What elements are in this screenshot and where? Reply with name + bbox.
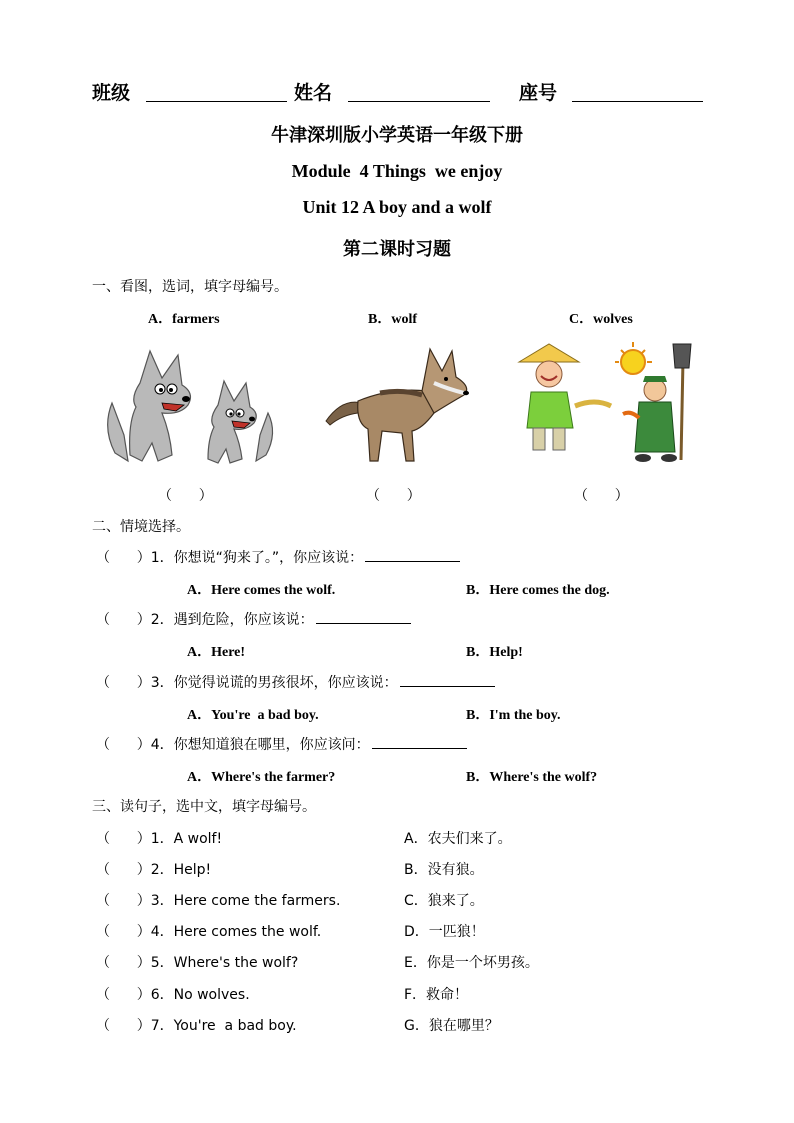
match-left-2: （ ）2．Help! [96, 862, 212, 878]
class-field[interactable] [146, 101, 287, 102]
section1-heading: 一、看图，选词，填字母编号。 [92, 279, 288, 295]
question-4-option-b: B．Where's the wolf? [466, 770, 598, 785]
class-label: 班级 [92, 82, 131, 104]
match-left-6: （ ）6．No wolves. [96, 987, 250, 1003]
match-left-5: （ ）5．Where's the wolf? [96, 955, 299, 971]
question-2-blank[interactable] [316, 611, 411, 624]
question-3-option-a: A．You're a bad boy. [187, 708, 319, 723]
seat-label: 座号 [519, 82, 558, 104]
question-3-option-b: B．I'm the boy. [466, 708, 561, 723]
question-2: （ ）2．遇到危险，你应该说： [96, 609, 411, 629]
option-c: C．wolves [569, 312, 633, 327]
question-4-option-a: A．Where's the farmer? [187, 770, 336, 785]
unit-title: Unit 12 A boy and a wolf [302, 197, 492, 217]
two-wolves-illustration [100, 343, 280, 468]
option-a: A．farmers [148, 312, 220, 327]
question-2-option-a: A．Here! [187, 645, 246, 660]
module-title: Module 4 Things we enjoy [291, 161, 503, 181]
match-right-2: B．没有狼。 [404, 862, 484, 878]
question-2-option-b: B．Help! [466, 645, 523, 660]
match-left-3: （ ）3．Here come the farmers. [96, 893, 341, 909]
match-left-1: （ ）1．A wolf! [96, 831, 223, 847]
book-title: 牛津深圳版小学英语一年级下册 [271, 125, 523, 146]
seat-field[interactable] [572, 101, 703, 102]
section3-heading: 三、读句子，选中文，填字母编号。 [92, 799, 316, 815]
question-1: （ ）1．你想说“狗来了。”，你应该说： [96, 547, 460, 567]
question-1-option-a: A．Here comes the wolf. [187, 583, 336, 598]
name-field[interactable] [348, 101, 490, 102]
question-1-blank[interactable] [365, 549, 460, 562]
match-right-5: E．你是一个坏男孩。 [404, 955, 539, 971]
question-4: （ ）4．你想知道狼在哪里，你应该问： [96, 734, 467, 754]
answer-slot-2[interactable]: （ ） [366, 488, 421, 504]
match-right-3: C．狼来了。 [404, 893, 484, 909]
question-3-blank[interactable] [400, 674, 495, 687]
question-3: （ ）3．你觉得说谎的男孩很坏，你应该说： [96, 672, 495, 692]
single-wolf-illustration [322, 343, 472, 468]
answer-slot-1[interactable]: （ ） [158, 488, 213, 504]
answer-slot-3[interactable]: （ ） [574, 488, 629, 504]
question-4-blank[interactable] [372, 736, 467, 749]
match-left-7: （ ）7．You're a bad boy. [96, 1018, 297, 1034]
match-right-7: G．狼在哪里？ [404, 1018, 499, 1034]
match-left-4: （ ）4．Here comes the wolf. [96, 924, 322, 940]
lesson-title: 第二课时习题 [343, 239, 451, 260]
match-right-1: A．农夫们来了。 [404, 831, 512, 847]
section2-heading: 二、情境选择。 [92, 519, 190, 535]
match-right-4: D．一匹狼！ [404, 924, 485, 940]
name-label: 姓名 [294, 82, 333, 104]
farmers-illustration [515, 340, 695, 470]
option-b: B．wolf [368, 312, 417, 327]
question-1-option-b: B．Here comes the dog. [466, 583, 610, 598]
match-right-6: F．救命！ [404, 987, 469, 1003]
